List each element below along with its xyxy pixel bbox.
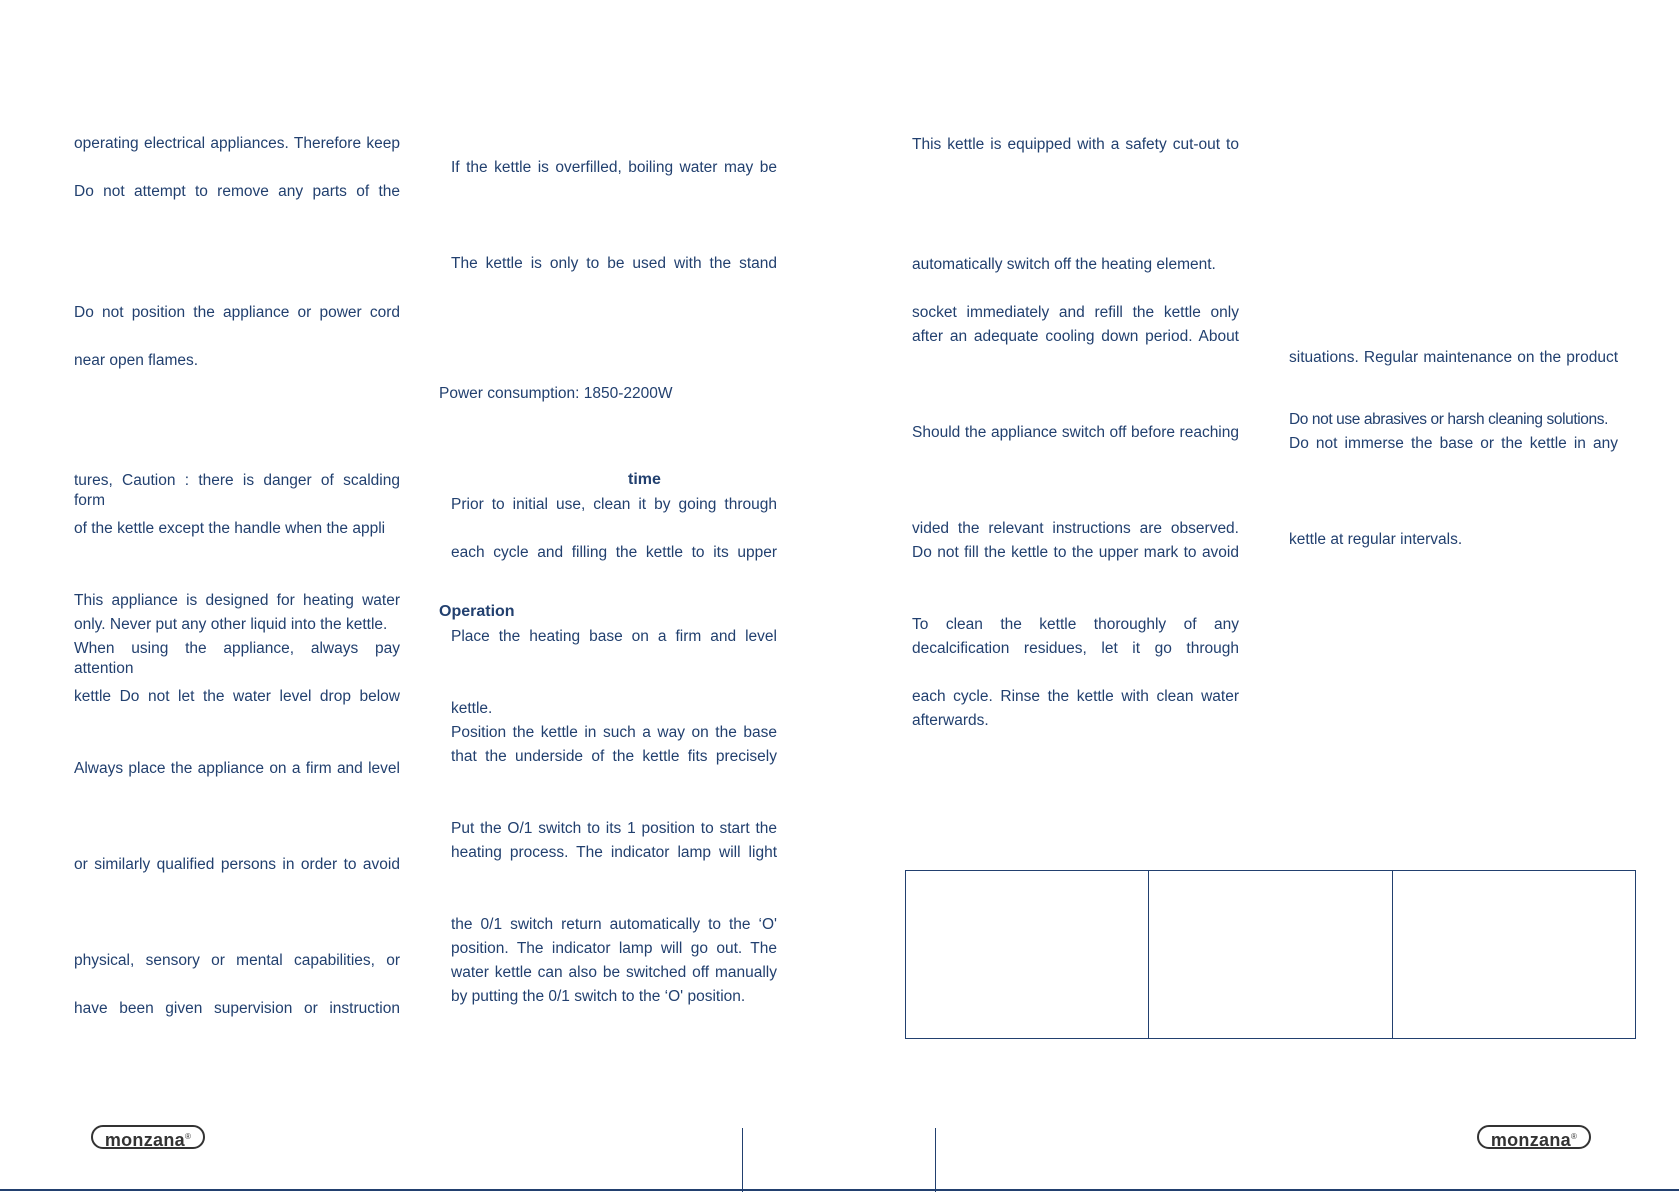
table-cell xyxy=(906,871,1149,1038)
text-line: vided the relevant instructions are observed. xyxy=(912,520,1239,537)
page-divider-left xyxy=(742,1128,743,1192)
text-line: decalcification residues, let it go through xyxy=(912,640,1239,657)
text-line: socket immediately and refill the kettle only xyxy=(912,304,1239,321)
text-line: situations. Regular maintenance on the product xyxy=(1289,349,1618,366)
text-line: each cycle and filling the kettle to its upper xyxy=(451,544,777,561)
section-heading-time: time xyxy=(628,471,661,488)
registered-mark: ® xyxy=(1570,1132,1578,1141)
text-line: that the underside of the kettle fits precisely xyxy=(451,748,777,765)
brand-logo-left xyxy=(91,1125,205,1149)
text-line: Do not use abrasives or harsh cleaning solutions. xyxy=(1289,411,1609,428)
text-line: kettle. xyxy=(451,700,493,717)
page-divider-right xyxy=(935,1128,936,1192)
text-line: Always place the appliance on a firm and level xyxy=(74,760,400,777)
text-line: To clean the kettle thoroughly of any xyxy=(912,616,1239,633)
text-line: of the kettle except the handle when the appli xyxy=(74,520,386,537)
text-line: near open flames. xyxy=(74,352,199,369)
text-line: kettle Do not let the water level drop below xyxy=(74,688,400,705)
text-line: Do not immerse the base or the kettle in any xyxy=(1289,435,1618,452)
text-line: Position the kettle in such a way on the base xyxy=(451,724,777,741)
logo-text: monzana xyxy=(104,1130,185,1150)
text-line: This appliance is designed for heating water xyxy=(74,592,400,609)
text-line: physical, sensory or mental capabilities, or xyxy=(74,952,400,969)
text-line: after an adequate cooling down period. About xyxy=(912,328,1239,345)
text-line: If the kettle is overfilled, boiling water may be xyxy=(451,159,777,176)
text-line: only. Never put any other liquid into the kettle. xyxy=(74,616,388,633)
text-line: kettle at regular intervals. xyxy=(1289,531,1463,548)
text-line: afterwards. xyxy=(912,712,989,729)
text-line: Power consumption: 1850-2200W xyxy=(439,385,673,402)
brand-logo-right xyxy=(1477,1125,1591,1149)
bottom-rule xyxy=(0,1189,1679,1191)
text-line: This kettle is equipped with a safety cut-out to xyxy=(912,136,1239,153)
table-cell xyxy=(1149,871,1392,1038)
text-line: operating electrical appliances. Therefore keep xyxy=(74,135,400,152)
text-line: When using the appliance, always pay attention xyxy=(74,640,400,677)
table-cell xyxy=(1393,871,1635,1038)
text-line: or similarly qualified persons in order to avoid xyxy=(74,856,400,873)
text-line: Should the appliance switch off before reaching xyxy=(912,424,1239,441)
text-line: water kettle can also be switched off manually xyxy=(451,964,777,981)
text-line: Place the heating base on a firm and level xyxy=(451,628,777,645)
text-line: Put the O/1 switch to its 1 position to start the xyxy=(451,820,777,837)
text-line: Do not position the appliance or power cord xyxy=(74,304,400,321)
text-line: by putting the 0/1 switch to the ‘O' position. xyxy=(451,988,746,1005)
text-line: tures, Caution : there is danger of scalding form xyxy=(74,472,400,509)
text-line: have been given supervision or instruction xyxy=(74,1000,400,1017)
empty-table xyxy=(905,870,1636,1039)
section-heading-operation: Operation xyxy=(439,603,515,620)
text-line: Do not fill the kettle to the upper mark to avoid xyxy=(912,544,1239,561)
text-line: position. The indicator lamp will go out. The xyxy=(451,940,777,957)
text-line: automatically switch off the heating element. xyxy=(912,256,1216,273)
logo-text: monzana xyxy=(1490,1130,1571,1150)
registered-mark: ® xyxy=(184,1132,192,1141)
text-line: each cycle. Rinse the kettle with clean water xyxy=(912,688,1239,705)
text-line: The kettle is only to be used with the stand xyxy=(451,255,777,272)
text-line: Prior to initial use, clean it by going through xyxy=(451,496,777,513)
text-line: the 0/1 switch return automatically to the ‘O' xyxy=(451,916,777,933)
text-line: heating process. The indicator lamp will light xyxy=(451,844,777,861)
text-line: Do not attempt to remove any parts of the xyxy=(74,183,400,200)
